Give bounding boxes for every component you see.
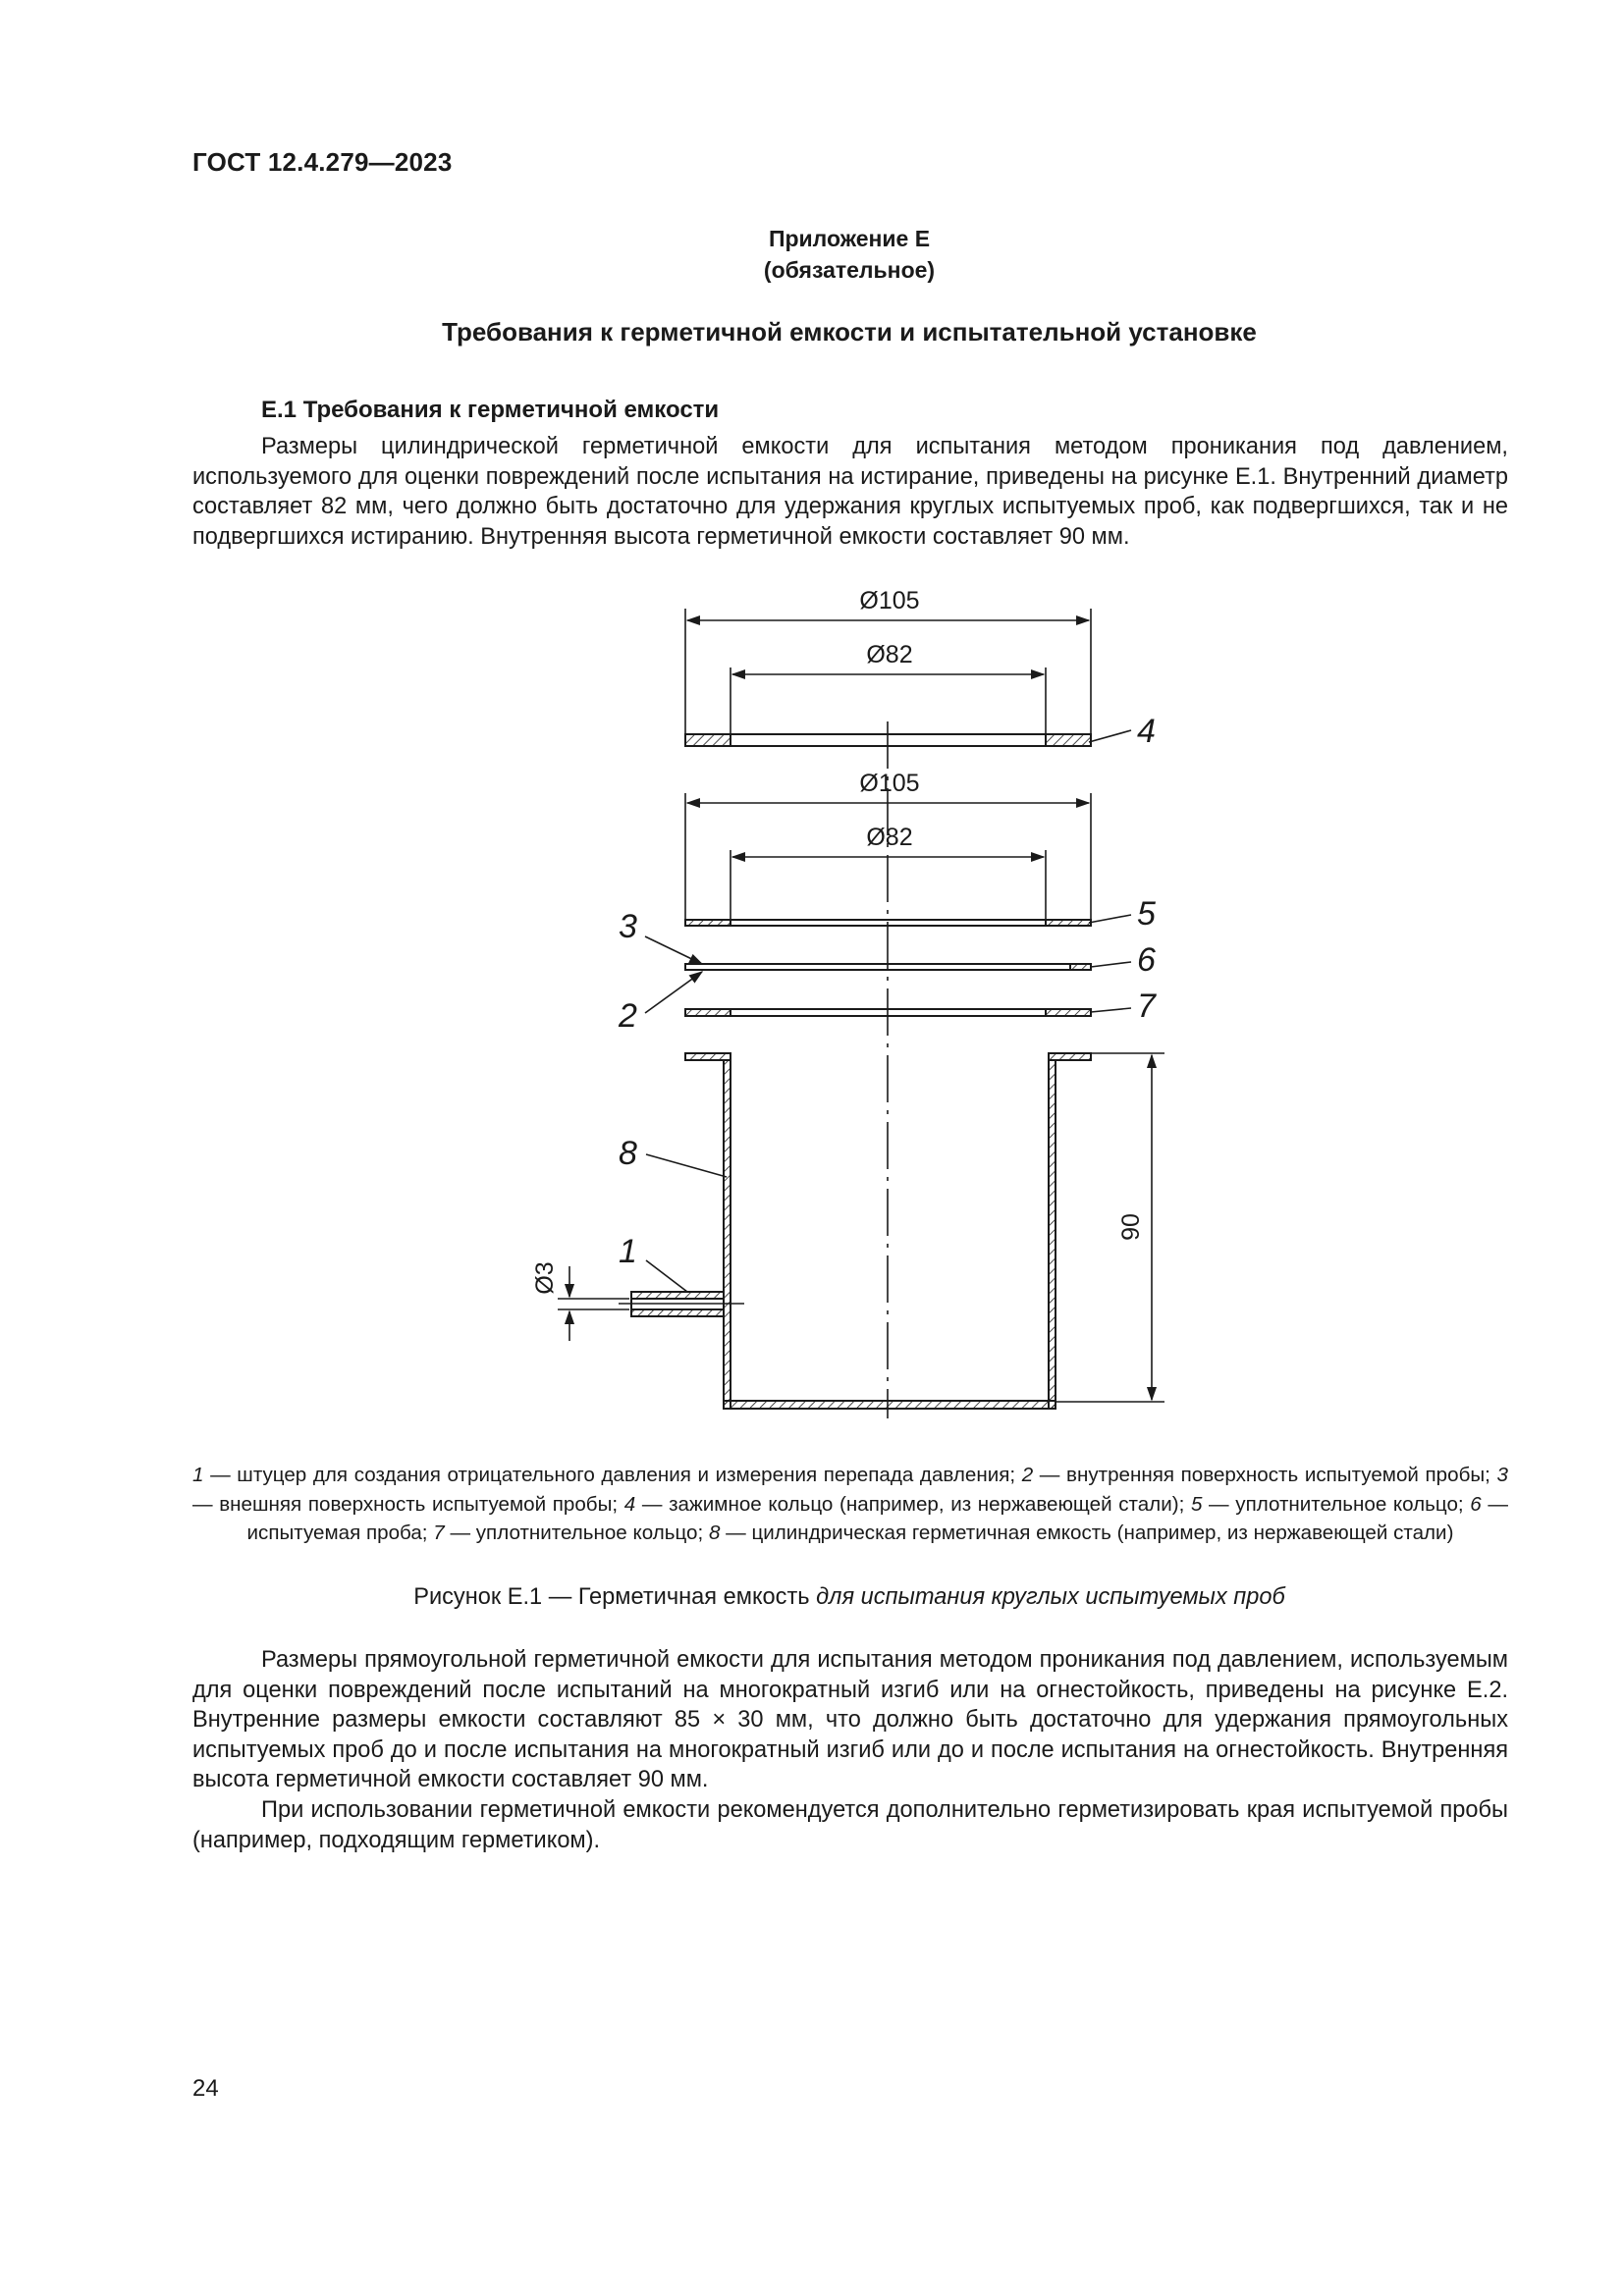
dim-height-text: 90 — [1117, 1213, 1145, 1241]
callout-3: 3 — [619, 908, 637, 945]
appendix-status: (обязательное) — [763, 257, 936, 283]
legend-num-3: 3 — [1496, 1464, 1508, 1486]
paragraph-sealing: При использовании герметичной емкости рекомендуется дополнительно герметизировать края испытуемой пробы (например, подходящим герметиком). — [192, 1797, 1508, 1853]
callout-7: 7 — [1137, 988, 1156, 1025]
dim-d105-mid-text: Ø105 — [859, 770, 920, 797]
callout-1: 1 — [619, 1233, 637, 1270]
page-number: 24 — [192, 2075, 219, 2102]
callout-4: 4 — [1137, 713, 1156, 750]
dim-d105-top-text: Ø105 — [859, 587, 920, 614]
callout-8: 8 — [619, 1135, 637, 1172]
legend-num-4: 4 — [623, 1492, 636, 1516]
dim-d3-text: Ø3 — [531, 1261, 559, 1295]
callout-2: 2 — [619, 997, 637, 1035]
document-id: ГОСТ 12.4.279—2023 — [192, 147, 453, 177]
legend-text-3: — внешняя поверхность испытуемой пробы; — [192, 1492, 624, 1516]
dim-d82-top-text: Ø82 — [866, 641, 913, 668]
figure-caption — [0, 1584, 1624, 1611]
callout-6: 6 — [1137, 941, 1156, 979]
page-heading: Требования к герметичной емкости и испытательной установке — [442, 317, 1257, 347]
figure-legend — [192, 1461, 1508, 1548]
legend-num-5: 5 — [1190, 1492, 1203, 1516]
legend-num-7: 7 — [433, 1522, 445, 1544]
legend-text-4: — зажимное кольцо (например, из нержавеющей стали); — [635, 1492, 1191, 1516]
legend-text-2: — внутренняя поверхность испытуемой пробы; — [1033, 1464, 1497, 1486]
section-e1-title: Е.1 Требования к герметичной емкости — [261, 397, 720, 423]
dim-d82-mid-text: Ø82 — [866, 824, 913, 851]
legend-num-6: 6 — [1470, 1492, 1482, 1516]
caption-regular: Рисунок Е.1 — Герметичная емкость — [413, 1584, 817, 1610]
legend-num-1: 1 — [192, 1464, 204, 1486]
legend-text-6: — испытуемая проба; — [246, 1492, 1508, 1544]
legend-text-8: — цилиндрическая герметичная емкость (например, из нержавеющей стали) — [720, 1522, 1454, 1544]
caption-italic: для испытания круглых испытуемых проб — [816, 1584, 1285, 1610]
callout-5: 5 — [1137, 895, 1156, 933]
legend-text-7: — уплотнительное кольцо; — [444, 1522, 709, 1544]
legend-text-5: — уплотнительное кольцо; — [1202, 1492, 1471, 1516]
paragraph-rectangular: Размеры прямоугольной герметичной емкости для испытания методом проникания под давлением, используемым для оценки повреждений после испытаний на многократный изгиб или на огнестойкость, приведены на рисунке Е.2. Внутренние размеры емкости составляют 85 × 30 мм, что должно быть достаточно для удержания прямоугольных испытуемых проб до и после испытания на многократный изгиб или до и после испытания на огнестойкость. Внутренняя высота герметичной емкости составляет 90 мм. — [192, 1647, 1508, 1792]
legend-text-1: — штуцер для создания отрицательного давления и измерения перепада давления; — [203, 1464, 1022, 1486]
legend-num-8: 8 — [708, 1522, 721, 1544]
legend-num-2: 2 — [1021, 1464, 1034, 1486]
paragraph-e1: Размеры цилиндрической герметичной емкости для испытания методом проникания под давлением, используемого для оценки повреждений после испытания на истирание, приведены на рисунке Е.1. Внутренний диаметр составляет 82 мм, чего должно быть достаточно для удержания круглых испытуемых проб, как подвергшихся, так и не подвергшихся истиранию. Внутренняя высота герметичной емкости составляет 90 мм. — [192, 434, 1508, 550]
appendix-title: Приложение Е — [768, 226, 931, 251]
